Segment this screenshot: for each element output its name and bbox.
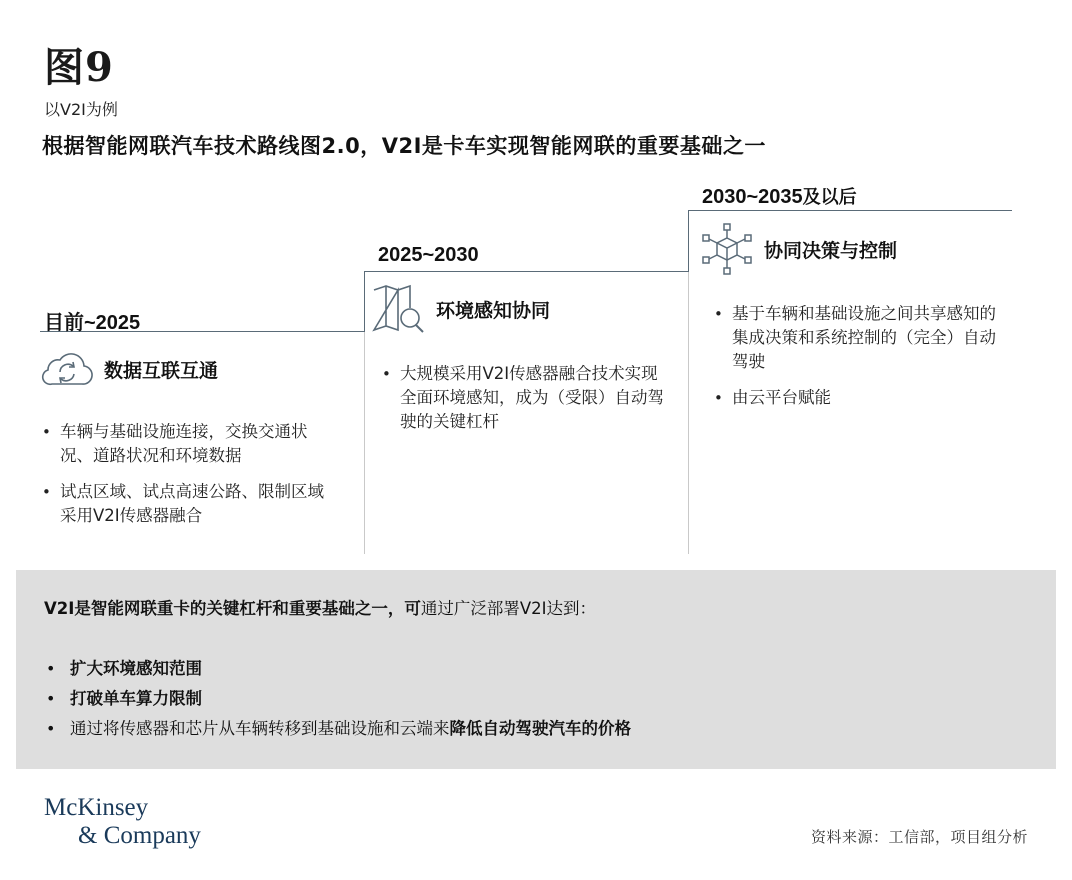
step-line-2 <box>364 271 689 272</box>
stage-3-period-suffix: 及以后 <box>802 187 857 208</box>
logo-line-1: McKinsey <box>44 794 149 821</box>
summary-item-1: 扩大环境感知范围 <box>70 659 202 678</box>
stage-2-bullets <box>380 362 670 446</box>
list-item: • 由云平台赋能 <box>712 386 1002 410</box>
map-search-icon <box>372 284 426 334</box>
figure-label: 图9 <box>44 44 114 91</box>
summary-box <box>16 570 1056 769</box>
list-item: • 试点区域、试点高速公路、限制区域采用V2I传感器融合 <box>40 480 325 528</box>
summary-item-2: 打破单车算力限制 <box>70 689 202 708</box>
summary-list <box>44 654 631 744</box>
figure-subtitle: 以V2I为例 <box>44 100 118 119</box>
stage-1-period: 目前~2025 <box>44 312 141 334</box>
list-item <box>44 654 631 684</box>
stage-3-period <box>702 183 857 209</box>
logo-line-2: & Company <box>78 822 201 849</box>
summary-lead-rest: 通过广泛部署V2I达到： <box>420 599 597 618</box>
mckinsey-logo <box>44 794 201 850</box>
stage-1-capability <box>40 350 218 388</box>
column-divider-1 <box>364 332 365 554</box>
summary-item-3-text: 通过将传感器和芯片从车辆转移到基础设施和云端来 <box>70 719 450 738</box>
source-note: 资料来源：工信部，项目组分析 <box>810 828 1028 846</box>
step-riser-1 <box>364 271 365 332</box>
stage-3-title: 协同决策与控制 <box>764 239 898 262</box>
step-riser-2 <box>688 210 689 272</box>
list-item: • 基于车辆和基础设施之间共享感知的集成决策和系统控制的（完全）自动驾驶 <box>712 302 1002 374</box>
step-line-3 <box>688 210 1012 211</box>
network-cube-icon <box>700 222 754 276</box>
summary-item-3-bold: 降低自动驾驶汽车的价格 <box>449 719 631 738</box>
stage-3-capability <box>700 222 897 276</box>
stage-3-bullets <box>712 302 1002 422</box>
stage-2-capability <box>372 284 550 334</box>
stage-2-title: 环境感知协同 <box>436 299 551 322</box>
stage-1-title: 数据互联互通 <box>104 359 219 382</box>
stage-2-period: 2025~2030 <box>378 244 479 266</box>
stage-3-period-years: 2030~2035 <box>702 186 803 208</box>
column-divider-2 <box>688 272 689 554</box>
headline: 根据智能网联汽车技术路线图2.0，V2I是卡车实现智能网联的重要基础之一 <box>42 134 766 158</box>
list-item <box>44 684 631 714</box>
cloud-sync-icon <box>40 350 94 388</box>
summary-lead <box>44 595 596 619</box>
list-item: • 车辆与基础设施连接，交换交通状况、道路状况和环境数据 <box>40 420 325 468</box>
stage-1-bullets <box>40 420 325 540</box>
list-item <box>44 714 631 744</box>
list-item: • 大规模采用V2I传感器融合技术实现全面环境感知，成为（受限）自动驾驶的关键杠杆 <box>380 362 670 434</box>
summary-lead-bold: V2I是智能网联重卡的关键杠杆和重要基础之一，可 <box>44 599 421 618</box>
